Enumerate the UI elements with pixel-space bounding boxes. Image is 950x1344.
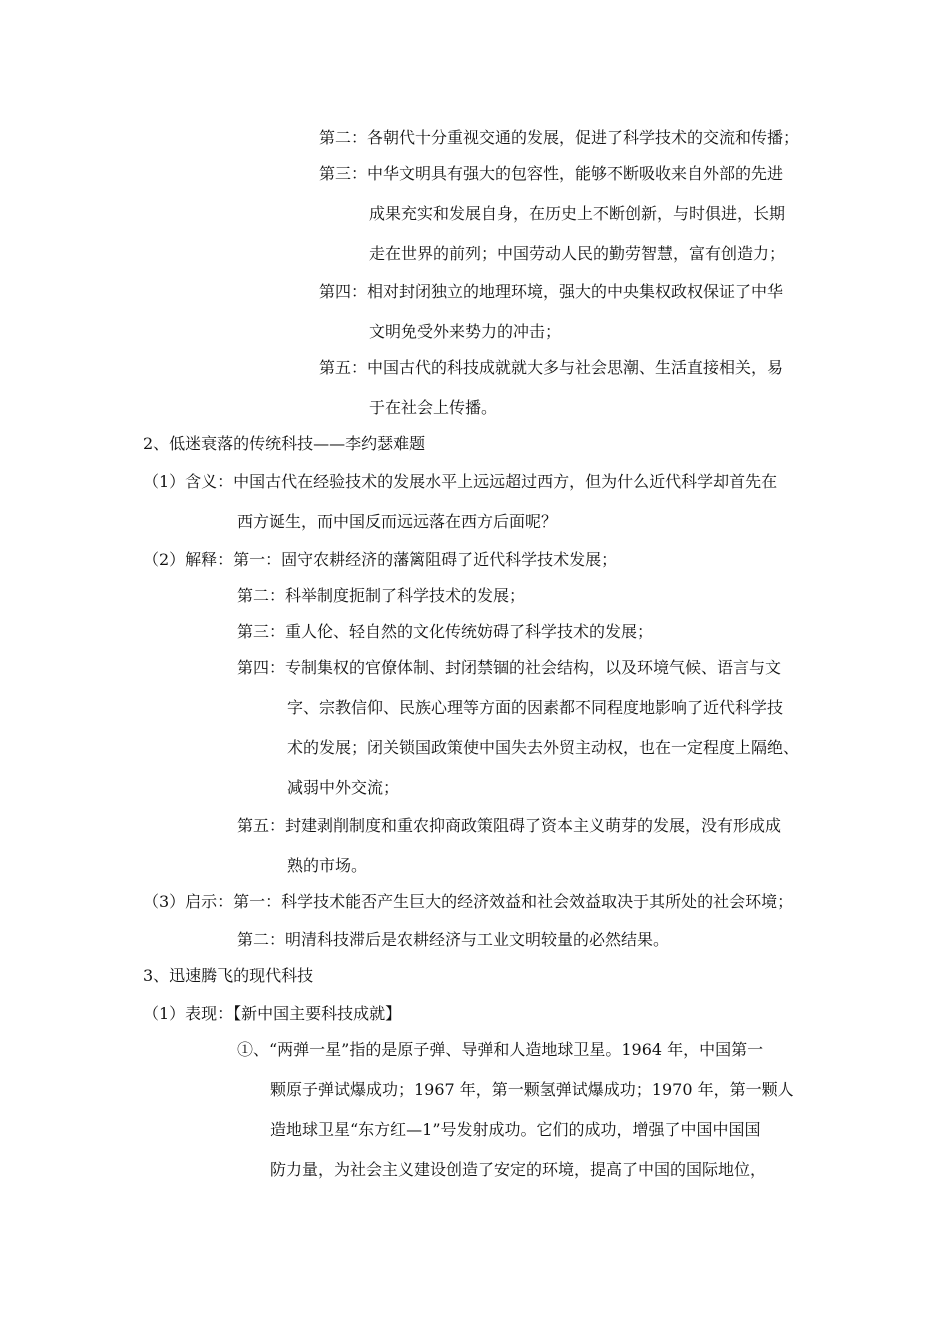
- point-fifth-line1: 第五：中国古代的科技成就就大多与社会思潮、生活直接相关，易: [319, 358, 784, 377]
- explain-second: 第二：科举制度扼制了科学技术的发展；: [237, 586, 526, 605]
- insight-second: 第二：明清科技滞后是农耕经济与工业文明较量的必然结果。: [237, 930, 670, 949]
- explain-first: （2）解释：第一：固守农耕经济的藩篱阻碍了近代科学技术发展；: [143, 550, 618, 569]
- section3-heading: 3、迅速腾飞的现代科技: [143, 966, 314, 985]
- point-third-line2: 成果充实和发展自身，在历史上不断创新，与时俱进，长期: [369, 204, 786, 223]
- explain-fourth-line3: 术的发展；闭关锁国政策使中国失去外贸主动权，也在一定程度上隔绝、: [287, 738, 800, 757]
- explain-fifth-line1: 第五：封建剥削制度和重农抑商政策阻碍了资本主义萌芽的发展，没有形成成: [237, 816, 782, 835]
- explain-fourth-line4: 减弱中外交流；: [287, 778, 400, 797]
- meaning-line1: （1）含义：中国古代在经验技术的发展水平上远远超过西方，但为什么近代科学却首先在: [143, 472, 778, 491]
- point-fourth-line1: 第四：相对封闭独立的地理环境，强大的中央集权政权保证了中华: [319, 282, 784, 301]
- achievement-line2: 颗原子弹试爆成功；1967 年，第一颗氢弹试爆成功；1970 年，第一颗人: [270, 1080, 794, 1099]
- point-third-line3: 走在世界的前列；中国劳动人民的勤劳智慧，富有创造力；: [369, 244, 786, 263]
- explain-fourth-line1: 第四：专制集权的官僚体制、封闭禁锢的社会结构，以及环境气候、语言与文: [237, 658, 782, 677]
- point-third-line1: 第三：中华文明具有强大的包容性，能够不断吸收来自外部的先进: [319, 164, 784, 183]
- insight-first: （3）启示：第一：科学技术能否产生巨大的经济效益和社会效益取决于其所处的社会环境；: [143, 892, 794, 911]
- point-second: 第二：各朝代十分重视交通的发展，促进了科学技术的交流和传播；: [319, 128, 800, 147]
- achievement-line4: 防力量，为社会主义建设创造了安定的环境，提高了中国的国际地位，: [270, 1160, 767, 1179]
- explain-fifth-line2: 熟的市场。: [287, 856, 368, 875]
- achievement-line3: 造地球卫星“东方红—1”号发射成功。它们的成功，增强了中国中国国: [270, 1120, 761, 1139]
- point-fourth-line2: 文明免受外来势力的冲击；: [369, 322, 562, 341]
- explain-fourth-line2: 字、宗教信仰、民族心理等方面的因素都不同程度地影响了近代科学技: [287, 698, 784, 717]
- performance-line: （1）表现：【新中国主要科技成就】: [143, 1004, 402, 1023]
- explain-third: 第三：重人伦、轻自然的文化传统妨碍了科学技术的发展；: [237, 622, 654, 641]
- achievement-line1: ①、“两弹一星”指的是原子弹、导弹和人造地球卫星。1964 年，中国第一: [237, 1040, 764, 1059]
- section2-heading: 2、低迷衰落的传统科技——李约瑟难题: [143, 434, 426, 453]
- point-fifth-line2: 于在社会上传播。: [369, 398, 498, 417]
- meaning-line2: 西方诞生，而中国反而远远落在西方后面呢？: [237, 512, 558, 531]
